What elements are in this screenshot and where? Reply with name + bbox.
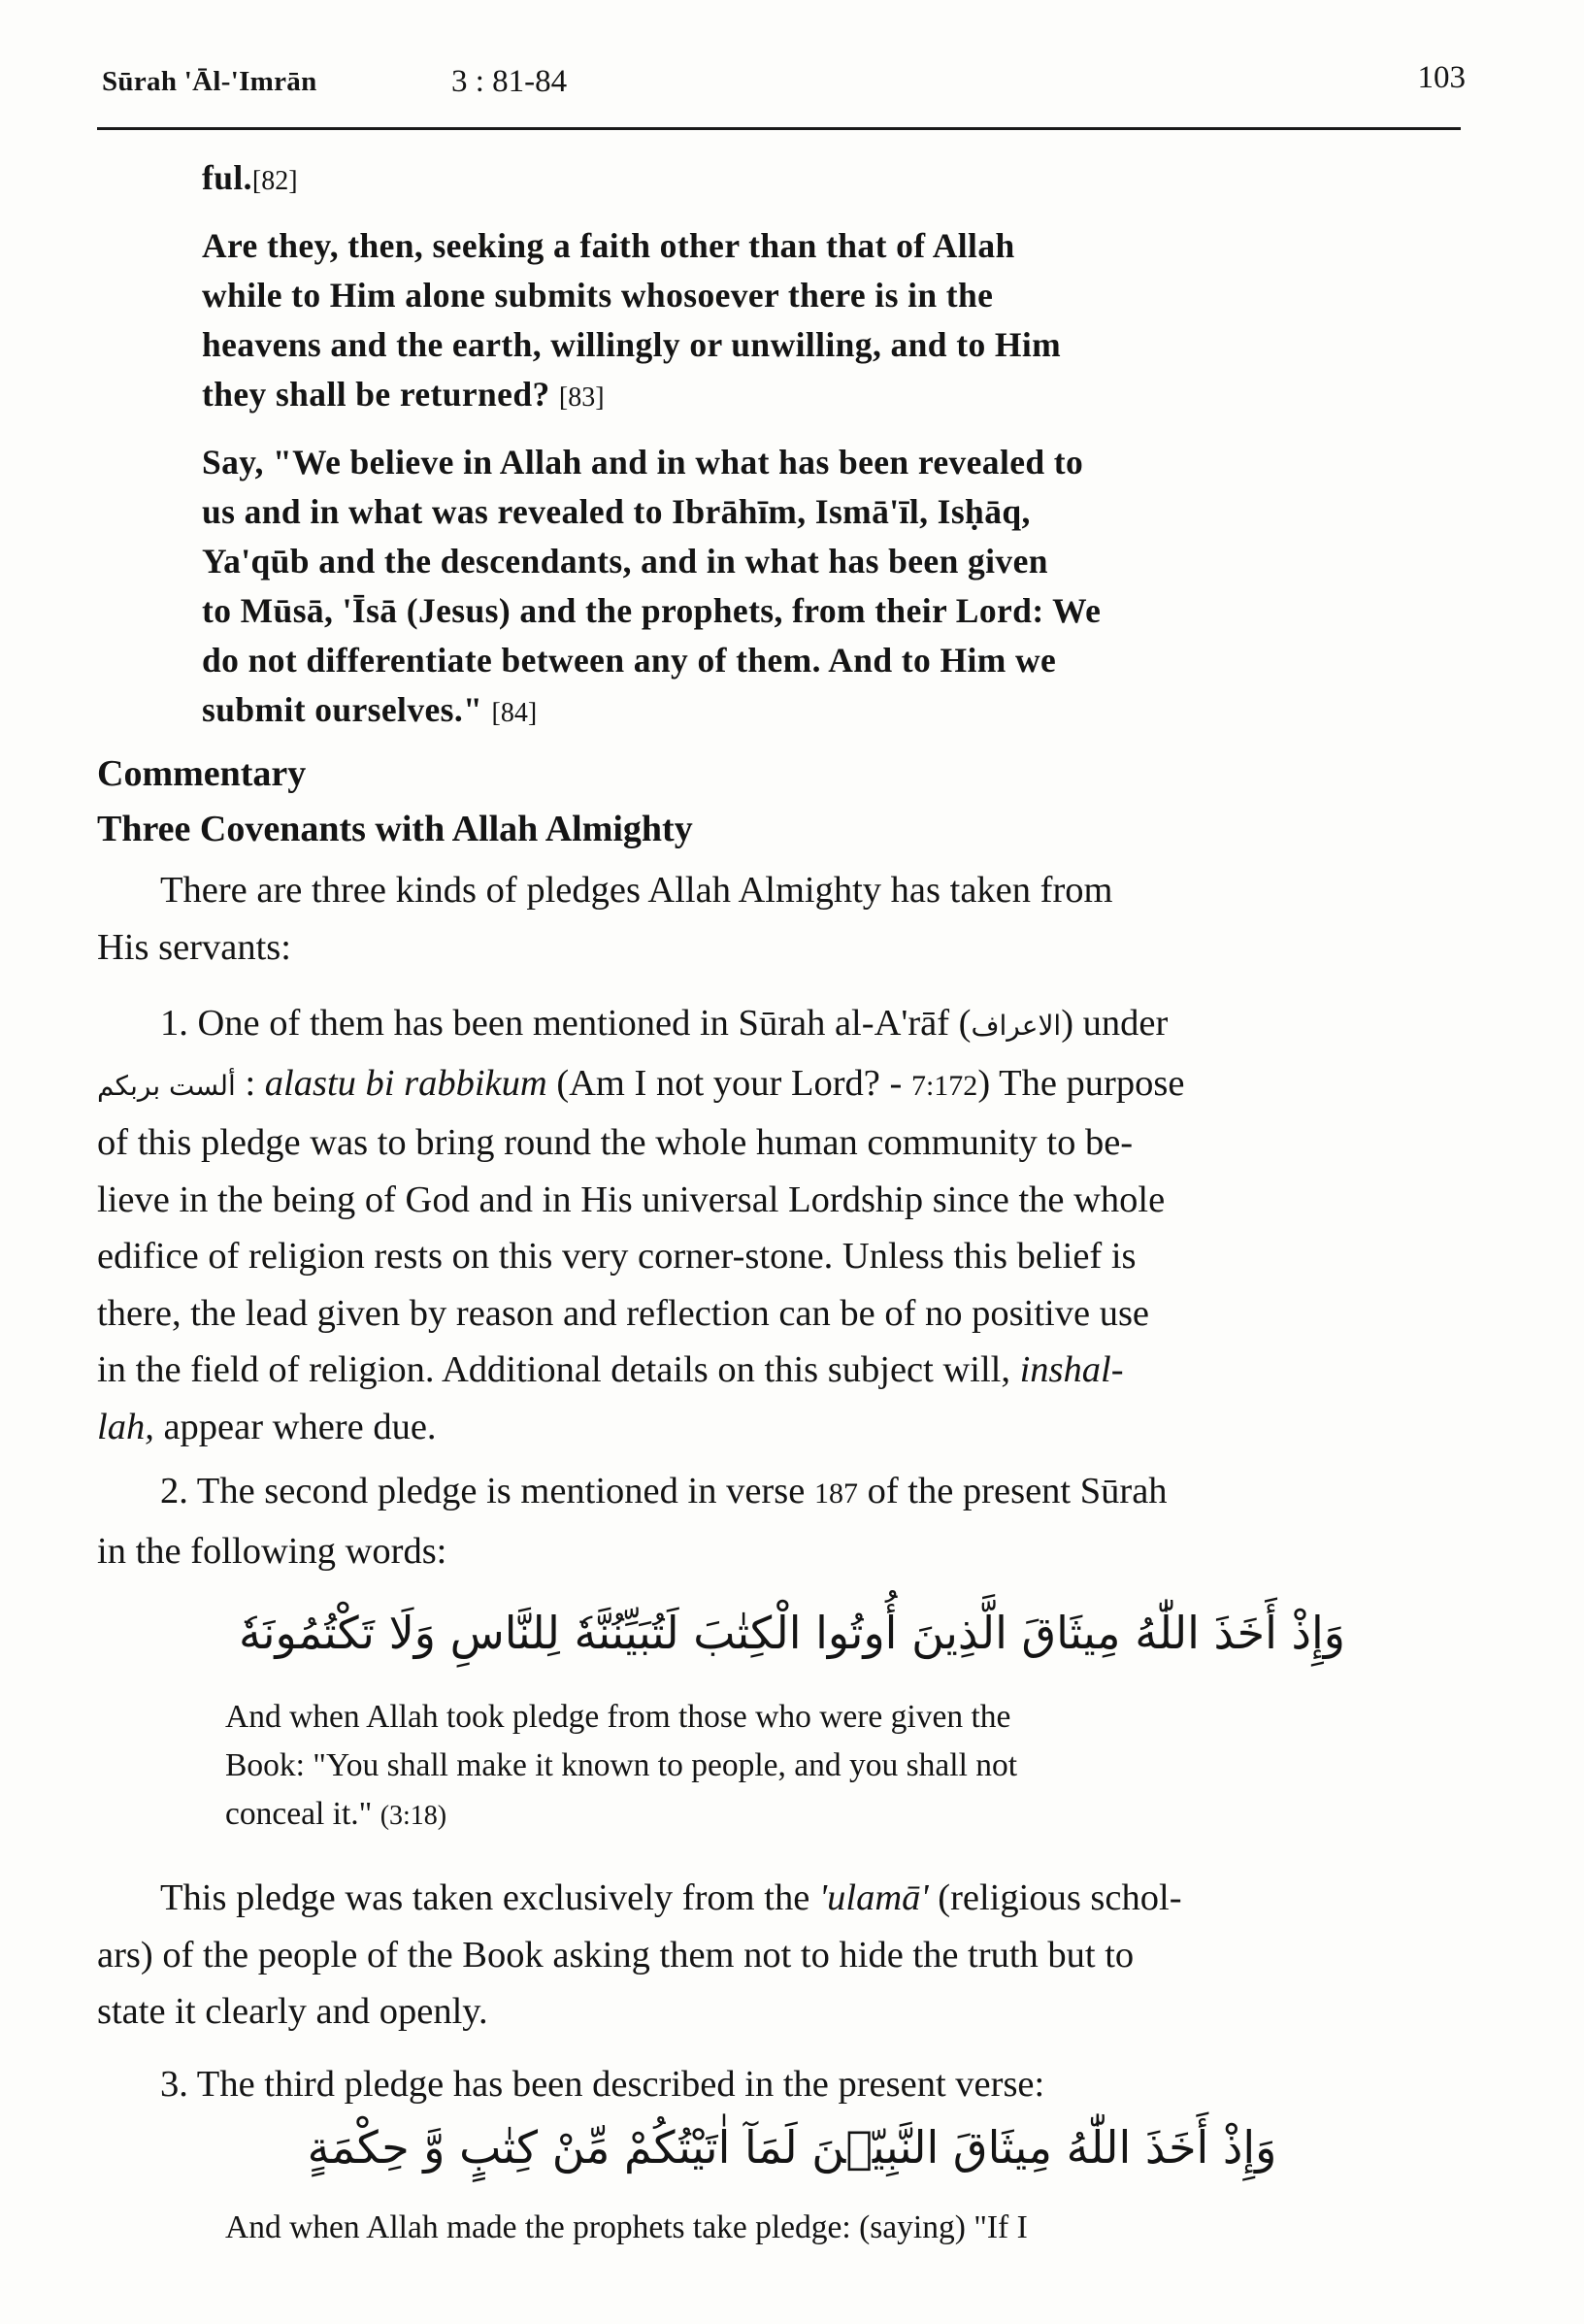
intro-paragraph — [97, 862, 1468, 976]
body-line: edifice of religion rests on this very corner-stone. Unless this belief is — [97, 1236, 1137, 1277]
body-text: of the present Sūrah — [857, 1471, 1168, 1511]
quranic-verse-arabic: وَإِذْ أَخَذَ اللّٰهُ مِيثَاقَ النَّبِيّٖنَ لَمَآ اٰتَيْتُكُمْ مِّنْ كِتٰبٍ وَّ حِكْمَةٍ — [307, 2121, 1277, 2174]
body-line: lieve in the being of God and in His universal Lordship since the whole — [97, 1179, 1166, 1220]
pledge-one-paragraph — [97, 995, 1468, 1455]
explanation-paragraph — [97, 1870, 1468, 2041]
transliteration: alastu bi rabbikum — [264, 1062, 547, 1104]
translation-line: Ya'qūb and the descendants, and in what has been given — [202, 542, 1048, 581]
body-text: 1. One of them has been mentioned in Sūrah al-A'rāf ( — [160, 1003, 972, 1044]
verse-reference: 3 : 81-84 — [451, 64, 568, 99]
verse-citation: 187 — [813, 1477, 858, 1510]
translation-line: ful. — [202, 158, 252, 197]
translation-line: And when Allah made the prophets take pledge: (saying) "If I — [225, 2209, 1028, 2245]
body-text: ) The purpose — [977, 1062, 1185, 1104]
translation-verse-83 — [202, 221, 1362, 422]
body-line: of this pledge was to bring round the whole human community to be- — [97, 1122, 1134, 1163]
verse-number: [84] — [491, 698, 538, 728]
translation-line: heavens and the earth, willingly or unwilling, and to Him — [202, 325, 1062, 364]
body-text: (religious schol- — [928, 1877, 1182, 1918]
transliteration: lah, — [97, 1406, 154, 1447]
body-line: 3. The third pledge has been described in the present verse: — [160, 2064, 1045, 2105]
translation-verse-84 — [202, 438, 1362, 738]
verse-citation: (3:18) — [380, 1801, 447, 1831]
verse-translation — [225, 1693, 1361, 1841]
body-line: His servants: — [97, 926, 291, 968]
translation-line: they shall be returned? — [202, 375, 550, 414]
body-text: 2. The second pledge is mentioned in verse — [160, 1471, 814, 1511]
body-text: This pledge was taken exclusively from the — [160, 1877, 819, 1918]
translation-line: Book: "You shall make it known to people, and you shall not — [225, 1747, 1018, 1783]
body-line: There are three kinds of pledges Allah Almighty has taken from — [160, 870, 1113, 911]
arabic-term: ألست بربكم — [97, 1069, 236, 1102]
section-title: Three Covenants with Allah Almighty — [97, 809, 693, 849]
body-text: ) under — [1061, 1003, 1169, 1044]
verse-number: [82] — [251, 166, 298, 196]
body-line: there, the lead given by reason and reflection can be of no positive use — [97, 1292, 1150, 1334]
translation-line: do not differentiate between any of them. And to Him we — [202, 641, 1057, 680]
body-line: ars) of the people of the Book asking them not to hide the truth but to — [97, 1934, 1135, 1975]
body-text: (Am I not your Lord? - — [546, 1062, 911, 1104]
running-header — [102, 56, 1466, 107]
verse-number: [83] — [558, 382, 605, 413]
body-line: state it clearly and openly. — [97, 1991, 488, 2032]
body-text: appear where due. — [153, 1406, 437, 1447]
translation-line: to Mūsā, 'Īsā (Jesus) and the prophets, from their Lord: We — [202, 591, 1102, 630]
pledge-three-paragraph — [97, 2056, 1468, 2113]
quranic-verse-arabic: وَإِذْ أَخَذَ اللّٰهُ مِيثَاقَ الَّذِينَ أُوتُوا الْكِتٰبَ لَتُبَيِّنُنَّهٗ لِلنَّاسِ وَلَا تَكْتُمُونَهٗ — [239, 1607, 1345, 1659]
body-line: in the following words: — [97, 1530, 447, 1572]
pledge-two-paragraph — [97, 1463, 1468, 1579]
translation-line: while to Him alone submits whosoever there is in the — [202, 276, 994, 315]
translation-line: us and in what was revealed to Ibrāhīm, Ismā'īl, Isḥāq, — [202, 492, 1031, 531]
arabic-term: الاعراف — [971, 1010, 1062, 1042]
verse-citation: 7:172 — [910, 1069, 978, 1102]
translation-line: And when Allah took pledge from those who were given the — [225, 1699, 1011, 1735]
translation-line: submit ourselves." — [202, 690, 483, 729]
running-surah-title: Sūrah 'Āl-'Imrān — [102, 66, 317, 97]
translation-block — [202, 153, 1362, 753]
body-text: : — [235, 1062, 265, 1104]
transliteration: inshal- — [1019, 1349, 1124, 1390]
page-number: 103 — [1417, 60, 1466, 95]
translation-line: Are they, then, seeking a faith other than that of Allah — [202, 226, 1015, 265]
verse-translation — [225, 2204, 1361, 2252]
commentary-heading: Commentary — [97, 753, 307, 794]
translation-line: Say, "We believe in Allah and in what has been revealed to — [202, 443, 1084, 481]
translation-text: conceal it." — [225, 1796, 380, 1832]
body-text: in the field of religion. Additional details on this subject will, — [97, 1349, 1020, 1390]
header-rule — [97, 127, 1461, 130]
transliteration: 'ulamā' — [818, 1877, 929, 1918]
translation-verse-82 — [202, 153, 1362, 206]
